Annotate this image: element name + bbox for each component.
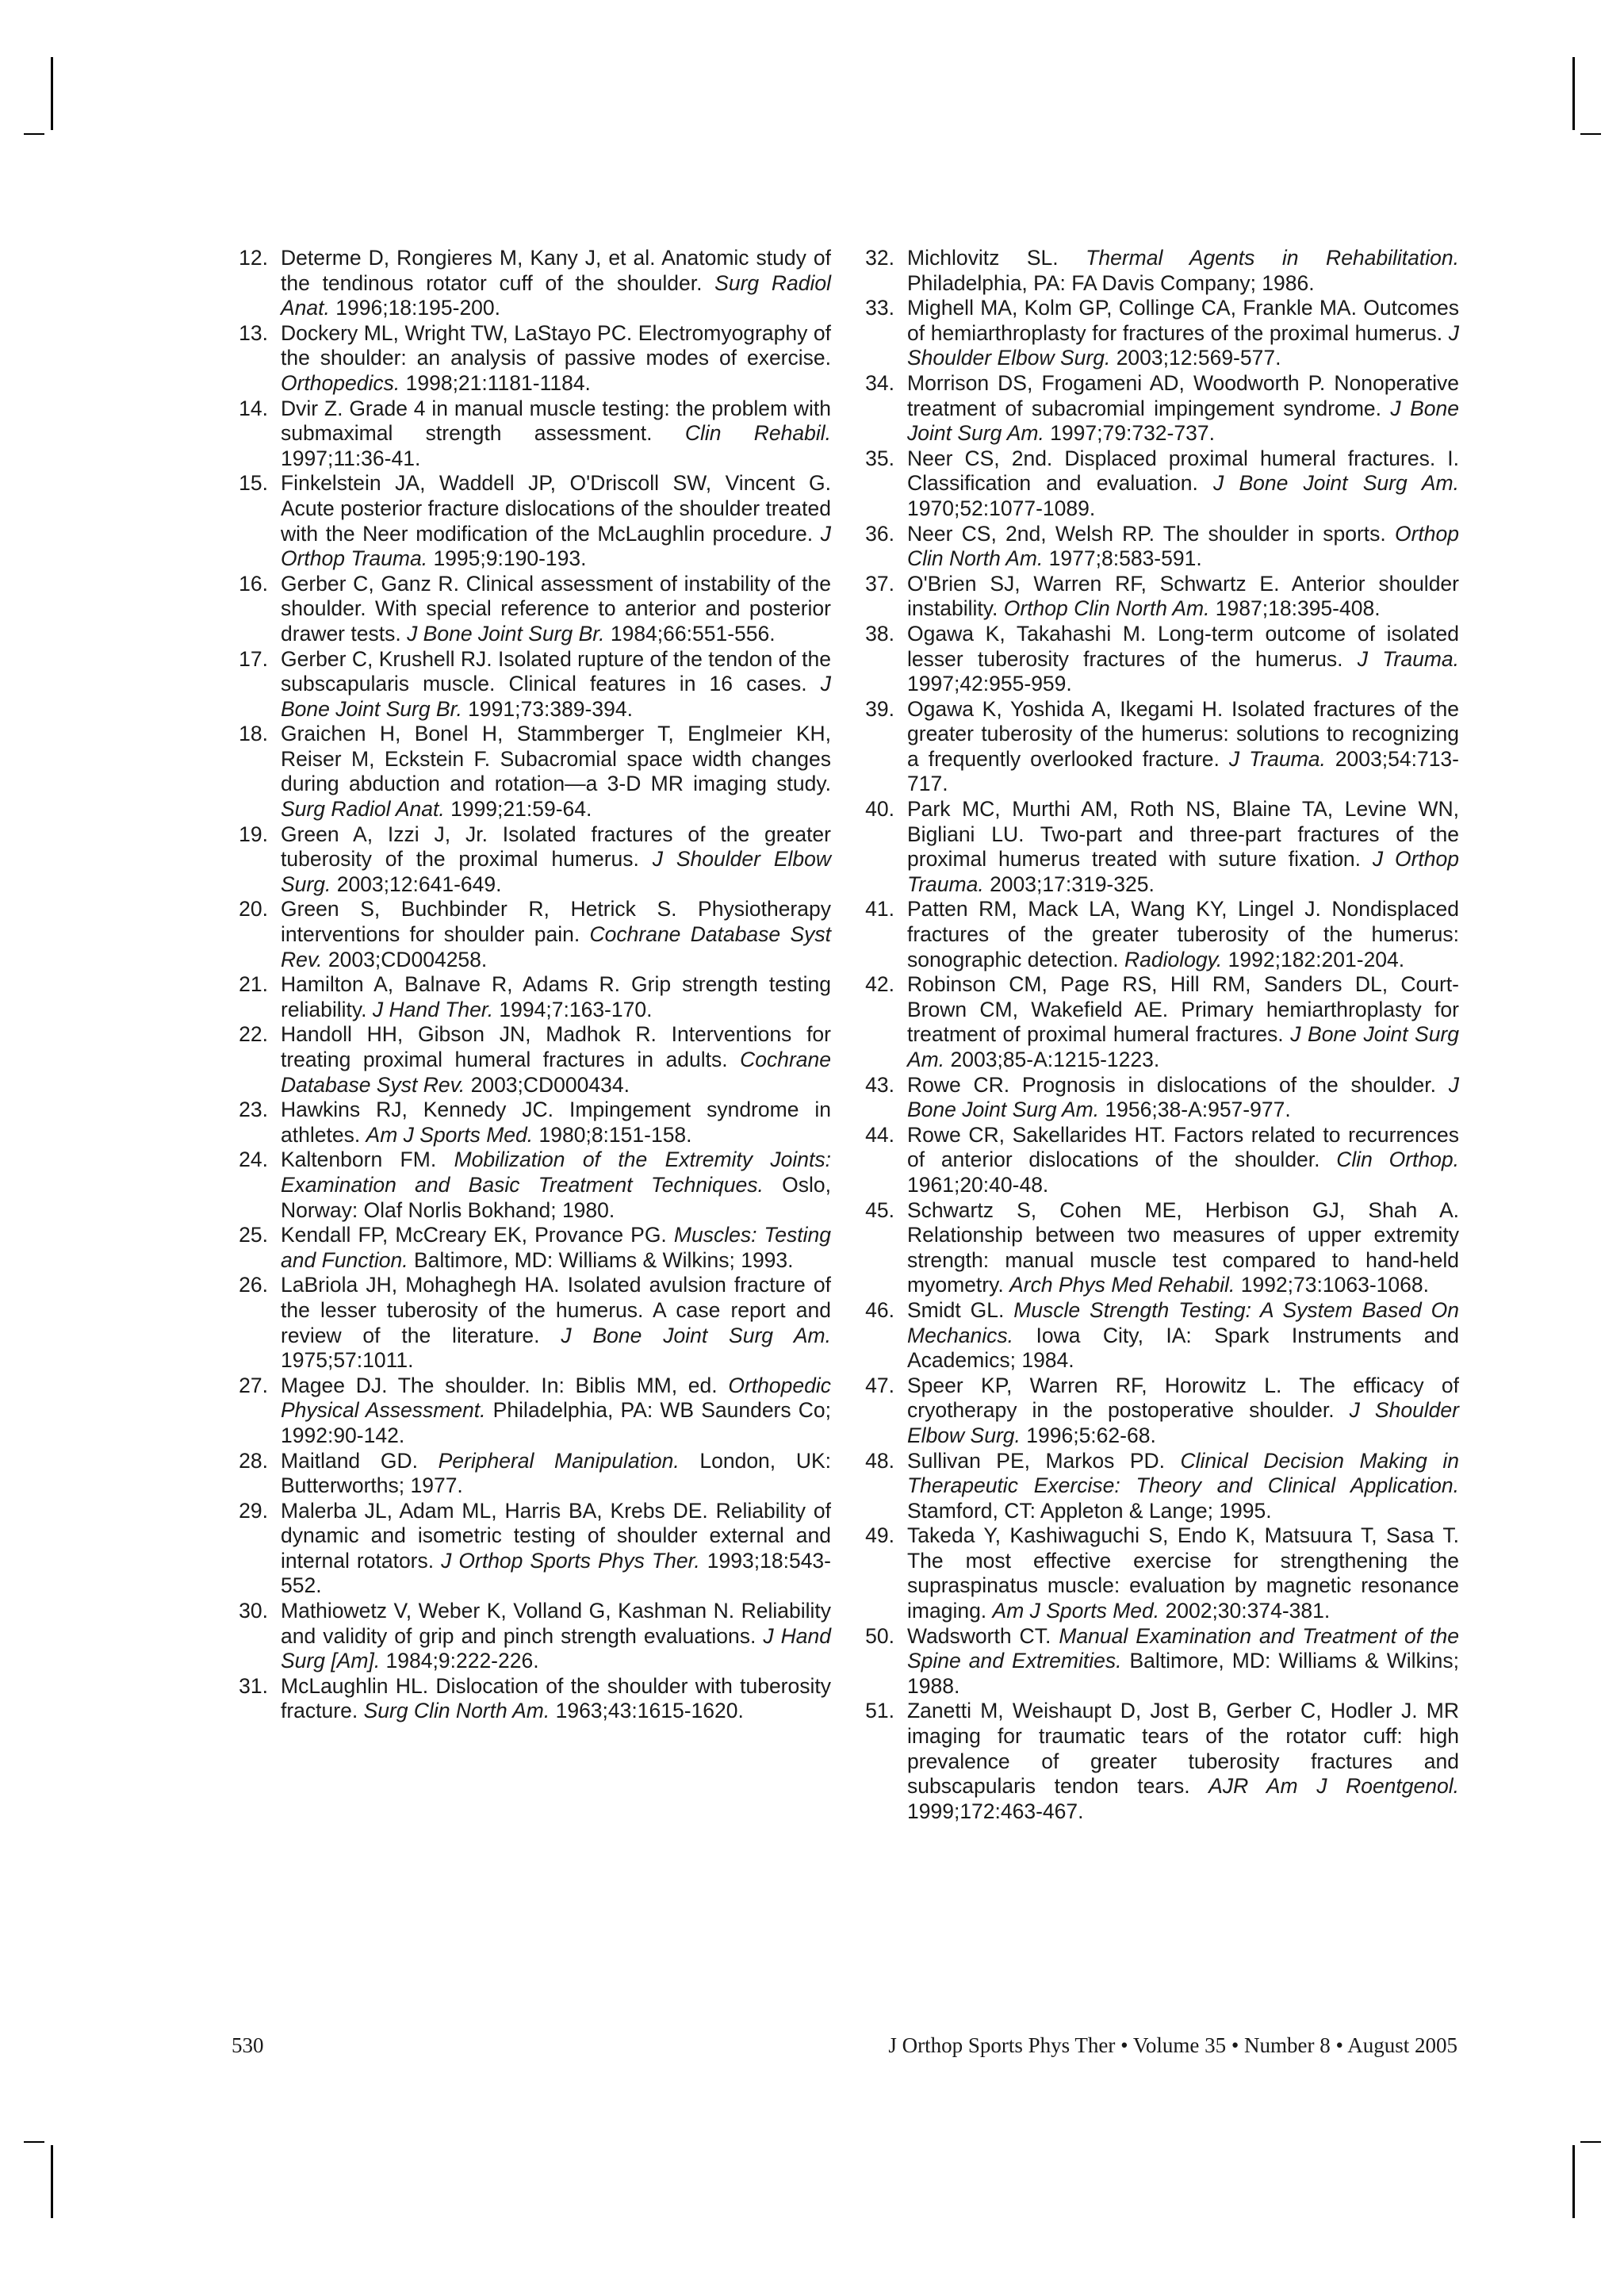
reference-text-segment: Stamford, CT: Appleton & Lange; 1995. bbox=[907, 1498, 1272, 1523]
reference-text-segment: Determe D, Rongieres M, Kany J, et al. Anatomic study of the tendinous rotator cuff of the shoulder. bbox=[281, 246, 831, 295]
reference-text-segment: 1970;52:1077-1089. bbox=[907, 496, 1096, 520]
reference-number: 20. bbox=[239, 897, 268, 922]
reference-text bbox=[281, 647, 831, 721]
reference-text-segment: Dockery ML, Wright TW, LaStayo PC. Electromyography of the shoulder: an analysis of passive modes of exercise. bbox=[281, 320, 831, 370]
reference-item bbox=[861, 572, 1459, 622]
reference-text-segment: 1997;42:955-959. bbox=[907, 672, 1072, 696]
reference-text-segment: Baltimore, MD: Williams & Wilkins; 1988. bbox=[907, 1649, 1459, 1698]
reference-source-title: Orthop Clin North Am. bbox=[1003, 596, 1210, 621]
reference-item bbox=[235, 1223, 831, 1273]
reference-source-title: Clin Rehabil. bbox=[684, 421, 831, 446]
reference-text bbox=[281, 1374, 831, 1447]
reference-text-segment: Morrison DS, Frogameni AD, Woodworth P. Nonoperative treatment of subacromial impingement syndrome. bbox=[907, 370, 1459, 420]
reference-item bbox=[235, 471, 831, 571]
reference-item bbox=[235, 1674, 831, 1724]
reference-item bbox=[235, 1022, 831, 1098]
reference-number: 12. bbox=[239, 246, 268, 270]
reference-item bbox=[235, 1148, 831, 1223]
reference-text-segment: Schwartz S, Cohen ME, Herbison GJ, Shah A. Relationship between two measures of upper extremity strength: manual muscle test compared to hand-held myometry. bbox=[907, 1197, 1459, 1297]
reference-item bbox=[235, 722, 831, 822]
reference-item bbox=[861, 972, 1459, 1072]
reference-text bbox=[281, 397, 831, 470]
reference-text bbox=[281, 1223, 831, 1272]
reference-item bbox=[235, 1374, 831, 1449]
reference-text-segment: Ogawa K, Yoshida A, Ikegami H. Isolated fractures of the greater tuberosity of the humerus: solutions to recognizing a frequently overlooked fracture. bbox=[907, 696, 1459, 771]
reference-text bbox=[281, 1098, 831, 1147]
reference-number: 17. bbox=[239, 646, 268, 671]
reference-text-segment: Baltimore, MD: Williams & Wilkins; 1993. bbox=[408, 1247, 794, 1272]
reference-number: 13. bbox=[239, 320, 268, 345]
reference-text-segment: Kaltenborn FM. bbox=[281, 1148, 454, 1172]
reference-text-segment: 2003;12:569-577. bbox=[1110, 346, 1281, 370]
reference-number: 49. bbox=[865, 1523, 894, 1548]
reference-source-title: J Trauma. bbox=[1228, 746, 1326, 771]
reference-number: 43. bbox=[865, 1072, 894, 1097]
reference-item bbox=[861, 522, 1459, 572]
reference-text-segment: Michlovitz SL. bbox=[907, 246, 1086, 270]
reference-number: 38. bbox=[865, 621, 894, 646]
reference-text-segment: 1999;21:59-64. bbox=[444, 797, 592, 822]
reference-text-segment: Mighell MA, Kolm GP, Collinge CA, Frankle MA. Outcomes of hemiarthroplasty for fractures of the proximal humerus. bbox=[907, 296, 1459, 345]
reference-text bbox=[907, 797, 1459, 896]
crop-mark-bottom-left-horizontal bbox=[24, 2141, 44, 2143]
reference-number: 16. bbox=[239, 571, 268, 596]
reference-number: 37. bbox=[865, 571, 894, 596]
reference-text-segment: London, UK: Butterworths; 1977. bbox=[281, 1448, 831, 1498]
reference-source-title: Peripheral Manipulation. bbox=[438, 1448, 680, 1473]
reference-item bbox=[861, 246, 1459, 296]
reference-text bbox=[907, 446, 1459, 520]
reference-number: 51. bbox=[865, 1699, 894, 1723]
reference-text-segment: Patten RM, Mack LA, Wang KY, Lingel J. Nondisplaced fractures of the greater tuberosity of the humerus: sonographic detection. bbox=[907, 897, 1459, 971]
reference-number: 14. bbox=[239, 396, 268, 420]
reference-text-segment: Finkelstein JA, Waddell JP, O'Driscoll SW, Vincent G. Acute posterior fracture dislocations of the shoulder treated with the Neer modification of the McLaughlin procedure. bbox=[281, 471, 831, 546]
reference-number: 28. bbox=[239, 1448, 268, 1473]
reference-text-segment: 1961;20:40-48. bbox=[907, 1172, 1049, 1197]
reference-text-segment: Green A, Izzi J, Jr. Isolated fractures of the greater tuberosity of the proximal humerus. bbox=[281, 822, 831, 872]
reference-text-segment: Philadelphia, PA: WB Saunders Co; 1992:90-142. bbox=[281, 1398, 831, 1447]
reference-text-segment: 1984;66:551-556. bbox=[604, 621, 776, 646]
page-number: 530 bbox=[232, 2033, 264, 2057]
reference-source-title: Thermal Agents in Rehabilitation. bbox=[1086, 246, 1459, 270]
reference-text-segment: 1980;8:151-158. bbox=[533, 1122, 692, 1147]
reference-number: 40. bbox=[865, 797, 894, 822]
crop-mark-top-right-horizontal bbox=[1580, 133, 1601, 135]
reference-number: 50. bbox=[865, 1623, 894, 1648]
reference-text-segment: 1999;172:463-467. bbox=[907, 1799, 1084, 1823]
reference-source-title: J Orthop Trauma. bbox=[281, 521, 831, 571]
reference-text-segment: 1997;11:36-41. bbox=[281, 446, 421, 470]
reference-source-title: Muscles: Testing and Function. bbox=[281, 1223, 831, 1272]
reference-text-segment: Gerber C, Krushell RJ. Isolated rupture of the tendon of the subscapularis muscle. Clinical features in 16 cases. bbox=[281, 646, 831, 696]
reference-text bbox=[907, 1699, 1459, 1822]
reference-item bbox=[861, 1298, 1459, 1374]
reference-text-segment: O'Brien SJ, Warren RF, Schwartz E. Anterior shoulder instability. bbox=[907, 571, 1459, 621]
reference-text-segment: 1984;9:222-226. bbox=[380, 1649, 539, 1673]
reference-text-segment: Magee DJ. The shoulder. In: Biblis MM, ed. bbox=[281, 1373, 729, 1397]
references-left-column bbox=[235, 246, 831, 1724]
reference-text-segment: Kendall FP, McCreary EK, Provance PG. bbox=[281, 1223, 674, 1247]
reference-source-title: J Hand Surg [Am]. bbox=[281, 1623, 831, 1673]
reference-number: 19. bbox=[239, 822, 268, 846]
reference-source-title: J Orthop Trauma. bbox=[907, 847, 1459, 896]
reference-source-title: J Bone Joint Surg Br. bbox=[407, 621, 605, 646]
crop-mark-bottom-right-vertical bbox=[1572, 2145, 1575, 2218]
reference-source-title: J Orthop Sports Phys Ther. bbox=[441, 1548, 700, 1573]
reference-text-segment: Philadelphia, PA: FA Davis Company; 1986. bbox=[907, 270, 1315, 295]
references-right-column bbox=[861, 246, 1459, 1824]
reference-number: 27. bbox=[239, 1373, 268, 1397]
reference-number: 26. bbox=[239, 1273, 268, 1297]
reference-text bbox=[907, 1298, 1459, 1372]
reference-number: 36. bbox=[865, 521, 894, 546]
reference-item bbox=[861, 622, 1459, 697]
reference-source-title: Cochrane Database Syst Rev. bbox=[281, 922, 832, 971]
reference-text bbox=[907, 1624, 1459, 1698]
reference-text bbox=[907, 1198, 1459, 1297]
reference-item bbox=[235, 897, 831, 972]
reference-text-segment: Gerber C, Ganz R. Clinical assessment of instability of the shoulder. With special reference to anterior and posterior drawer tests. bbox=[281, 571, 831, 646]
reference-text-segment: Wadsworth CT. bbox=[907, 1623, 1059, 1648]
reference-item bbox=[235, 246, 831, 321]
reference-text-segment: 2002;30:374-381. bbox=[1159, 1599, 1331, 1623]
reference-source-title: Orthopedic Physical Assessment. bbox=[281, 1373, 831, 1423]
reference-text-segment: Dvir Z. Grade 4 in manual muscle testing: the problem with submaximal strength assessment. bbox=[281, 396, 831, 446]
reference-number: 33. bbox=[865, 296, 894, 320]
reference-text-segment: Handoll HH, Gibson JN, Madhok R. Interventions for treating proximal humeral fractures in adults. bbox=[281, 1022, 831, 1071]
reference-source-title: Radiology. bbox=[1124, 947, 1223, 971]
reference-text bbox=[281, 1449, 831, 1498]
reference-text bbox=[281, 897, 831, 971]
reference-text-segment: Takeda Y, Kashiwaguchi S, Endo K, Matsuura T, Sasa T. The most effective exercise for strengthening the supraspinatus muscle: evaluation by magnetic resonance imaging. bbox=[907, 1523, 1459, 1623]
reference-number: 31. bbox=[239, 1673, 268, 1698]
reference-text bbox=[281, 1599, 831, 1673]
reference-text-segment: 1977;8:583-591. bbox=[1043, 546, 1202, 571]
reference-item bbox=[861, 697, 1459, 797]
reference-text bbox=[281, 572, 831, 646]
reference-text-segment: 2003;CD004258. bbox=[322, 947, 488, 971]
reference-text bbox=[907, 897, 1459, 971]
crop-mark-top-left-horizontal bbox=[24, 133, 44, 135]
reference-text bbox=[281, 246, 831, 320]
reference-text-segment: 2003;CD000434. bbox=[465, 1072, 630, 1097]
reference-number: 48. bbox=[865, 1448, 894, 1473]
reference-text bbox=[281, 1022, 831, 1096]
reference-source-title: J Bone Joint Surg Br. bbox=[281, 672, 831, 721]
reference-number: 29. bbox=[239, 1498, 268, 1523]
reference-source-title: AJR Am J Roentgenol. bbox=[1208, 1774, 1459, 1799]
reference-item bbox=[235, 1273, 831, 1373]
reference-text-segment: 2003;85-A:1215-1223. bbox=[944, 1048, 1160, 1071]
reference-item bbox=[861, 1523, 1459, 1623]
reference-text-segment: 1987;18:395-408. bbox=[1209, 596, 1381, 621]
reference-source-title: Surg Radiol Anat. bbox=[281, 270, 832, 320]
reference-text-segment: Hawkins RJ, Kennedy JC. Impingement syndrome in athletes. bbox=[281, 1098, 831, 1147]
reference-text-segment: Iowa City, IA: Spark Instruments and Academics; 1984. bbox=[907, 1323, 1459, 1373]
reference-item bbox=[861, 1073, 1459, 1123]
reference-item bbox=[861, 1624, 1459, 1699]
reference-source-title: Clinical Decision Making in Therapeutic Exercise: Theory and Clinical Application. bbox=[907, 1448, 1459, 1498]
reference-number: 47. bbox=[865, 1373, 894, 1397]
reference-text bbox=[281, 722, 831, 821]
reference-item bbox=[235, 397, 831, 472]
reference-text-segment: 1994;7:163-170. bbox=[493, 997, 653, 1021]
reference-text-segment: Ogawa K, Takahashi M. Long-term outcome of isolated lesser tuberosity fractures of the humerus. bbox=[907, 621, 1459, 671]
reference-number: 25. bbox=[239, 1223, 268, 1247]
crop-mark-bottom-right-horizontal bbox=[1580, 2141, 1601, 2143]
reference-text bbox=[907, 972, 1459, 1071]
reference-text-segment: 1991;73:389-394. bbox=[462, 696, 633, 721]
reference-item bbox=[235, 1499, 831, 1599]
reference-text bbox=[907, 371, 1459, 445]
reference-text-segment: 1993;18:543-552. bbox=[281, 1548, 831, 1598]
reference-source-title: J Shoulder Elbow Surg. bbox=[907, 320, 1459, 370]
reference-item bbox=[235, 321, 831, 397]
reference-source-title: J Bone Joint Surg Am. bbox=[907, 1072, 1459, 1122]
journal-citation-footer: J Orthop Sports Phys Ther • Volume 35 • Number 8 • August 2005 bbox=[888, 2033, 1457, 2057]
reference-item bbox=[235, 647, 831, 722]
reference-text-segment: Hamilton A, Balnave R, Adams R. Grip strength testing reliability. bbox=[281, 972, 831, 1021]
reference-number: 46. bbox=[865, 1297, 894, 1322]
reference-source-title: Muscle Strength Testing: A System Based On Mechanics. bbox=[907, 1297, 1459, 1347]
reference-text-segment: Neer CS, 2nd, Welsh RP. The shoulder in sports. bbox=[907, 521, 1395, 546]
reference-number: 34. bbox=[865, 370, 894, 395]
reference-text bbox=[281, 972, 831, 1021]
reference-text-segment: 1992;73:1063-1068. bbox=[1235, 1273, 1429, 1297]
reference-text-segment: Zanetti M, Weishaupt D, Jost B, Gerber C, Hodler J. MR imaging for traumatic tears of the rotator cuff: high prevalence of greater tuberosity fractures and subscapularis tendon tears. bbox=[907, 1699, 1459, 1799]
reference-text bbox=[281, 1273, 831, 1372]
reference-item bbox=[235, 972, 831, 1022]
reference-item bbox=[861, 1198, 1459, 1298]
reference-item bbox=[861, 797, 1459, 897]
reference-source-title: Manual Examination and Treatment of the Spine and Extremities. bbox=[907, 1623, 1459, 1673]
reference-item bbox=[861, 897, 1459, 972]
reference-number: 41. bbox=[865, 897, 894, 922]
reference-item bbox=[235, 1098, 831, 1148]
reference-text-segment: Rowe CR, Sakellarides HT. Factors related to recurrences of anterior dislocations of the shoulder. bbox=[907, 1122, 1459, 1172]
crop-mark-top-left-vertical bbox=[51, 57, 53, 130]
reference-text bbox=[907, 622, 1459, 695]
reference-text bbox=[907, 1073, 1459, 1122]
reference-text bbox=[907, 1449, 1459, 1523]
reference-source-title: J Hand Ther. bbox=[372, 997, 494, 1021]
reference-source-title: Orthop Clin North Am. bbox=[907, 521, 1459, 571]
reference-source-title: Am J Sports Med. bbox=[366, 1122, 534, 1147]
reference-text-segment: Rowe CR. Prognosis in dislocations of the shoulder. bbox=[907, 1072, 1449, 1097]
reference-text-segment: Neer CS, 2nd. Displaced proximal humeral fractures. I. Classification and evaluation. bbox=[907, 446, 1459, 496]
reference-text-segment: 2003;54:713-717. bbox=[907, 746, 1459, 796]
reference-text bbox=[907, 246, 1459, 295]
reference-text-segment: Green S, Buchbinder R, Hetrick S. Physiotherapy interventions for shoulder pain. bbox=[281, 897, 831, 947]
reference-text bbox=[281, 1499, 831, 1598]
reference-text bbox=[907, 1374, 1459, 1447]
reference-item bbox=[235, 1599, 831, 1674]
reference-text-segment: LaBriola JH, Mohaghegh HA. Isolated avulsion fracture of the lesser tuberosity of the humerus. A case report and review of the literature. bbox=[281, 1273, 831, 1347]
reference-text bbox=[907, 1123, 1459, 1197]
reference-text-segment: 1992;182:201-204. bbox=[1222, 947, 1405, 971]
reference-item bbox=[861, 1374, 1459, 1449]
reference-text-segment: Park MC, Murthi AM, Roth NS, Blaine TA, Levine WN, Bigliani LU. Two-part and three-part fractures of the proximal humerus treated with suture fixation. bbox=[907, 797, 1459, 872]
reference-text bbox=[281, 321, 831, 395]
reference-number: 35. bbox=[865, 446, 894, 470]
reference-source-title: Surg Radiol Anat. bbox=[281, 797, 445, 822]
reference-text-segment: McLaughlin HL. Dislocation of the shoulder with tuberosity fracture. bbox=[281, 1673, 831, 1723]
reference-source-title: J Bone Joint Surg Am. bbox=[907, 396, 1459, 446]
reference-text-segment: 1975;57:1011. bbox=[281, 1348, 414, 1373]
reference-number: 18. bbox=[239, 722, 268, 746]
reference-text bbox=[907, 522, 1459, 571]
crop-mark-top-right-vertical bbox=[1572, 57, 1575, 130]
reference-source-title: Surg Clin North Am. bbox=[363, 1699, 550, 1723]
reference-item bbox=[861, 1123, 1459, 1198]
reference-text-segment: 1996;18:195-200. bbox=[329, 296, 501, 320]
reference-number: 32. bbox=[865, 246, 894, 270]
reference-text-segment: 1996;5:62-68. bbox=[1020, 1423, 1156, 1447]
reference-source-title: J Shoulder Elbow Surg. bbox=[281, 847, 831, 896]
reference-text-segment: 1997;79:732-737. bbox=[1044, 421, 1215, 446]
reference-item bbox=[861, 296, 1459, 371]
reference-source-title: Clin Orthop. bbox=[1336, 1148, 1459, 1172]
reference-item bbox=[861, 446, 1459, 522]
reference-source-title: J Bone Joint Surg Am. bbox=[907, 1022, 1459, 1071]
reference-number: 23. bbox=[239, 1098, 268, 1122]
reference-text-segment: Sullivan PE, Markos PD. bbox=[907, 1448, 1181, 1473]
reference-text bbox=[281, 822, 831, 896]
reference-text-segment: Smidt GL. bbox=[907, 1297, 1014, 1322]
reference-text-segment: Maitland GD. bbox=[281, 1448, 439, 1473]
reference-text-segment: 1963;43:1615-1620. bbox=[550, 1699, 744, 1723]
reference-text-segment: Graichen H, Bonel H, Stammberger T, Englmeier KH, Reiser M, Eckstein F. Subacromial space width changes during abduction and rotation—a 3-D MR imaging study. bbox=[281, 722, 831, 796]
reference-source-title: J Bone Joint Surg Am. bbox=[561, 1323, 831, 1347]
reference-text bbox=[907, 1523, 1459, 1623]
reference-source-title: Cochrane Database Syst Rev. bbox=[281, 1048, 831, 1097]
reference-number: 15. bbox=[239, 471, 268, 496]
reference-text bbox=[281, 1148, 831, 1221]
reference-number: 24. bbox=[239, 1148, 268, 1172]
reference-number: 44. bbox=[865, 1122, 894, 1147]
reference-number: 39. bbox=[865, 696, 894, 721]
reference-text-segment: Malerba JL, Adam ML, Harris BA, Krebs DE. Reliability of dynamic and isometric testing of shoulder external and internal rotators. bbox=[281, 1498, 831, 1573]
reference-source-title: Arch Phys Med Rehabil. bbox=[1009, 1273, 1235, 1297]
reference-item bbox=[235, 822, 831, 898]
reference-text-segment: 2003;12:641-649. bbox=[331, 872, 502, 896]
reference-text-segment: Mathiowetz V, Weber K, Volland G, Kashman N. Reliability and validity of grip and pinch strength evaluations. bbox=[281, 1599, 831, 1648]
reference-text-segment: Oslo, Norway: Olaf Norlis Bokhand; 1980. bbox=[281, 1172, 831, 1222]
reference-text bbox=[281, 471, 831, 570]
reference-source-title: J Bone Joint Surg Am. bbox=[1213, 471, 1459, 496]
reference-text bbox=[281, 1674, 831, 1723]
reference-source-title: J Trauma. bbox=[1357, 646, 1459, 671]
reference-text-segment: 1998;21:1181-1184. bbox=[400, 370, 591, 395]
reference-number: 45. bbox=[865, 1197, 894, 1222]
reference-item bbox=[861, 1699, 1459, 1824]
reference-number: 21. bbox=[239, 972, 268, 997]
reference-text-segment: 2003;17:319-325. bbox=[983, 872, 1155, 896]
reference-item bbox=[861, 1449, 1459, 1524]
reference-item bbox=[235, 1449, 831, 1499]
reference-item bbox=[861, 371, 1459, 446]
reference-number: 30. bbox=[239, 1599, 268, 1623]
reference-text-segment: Robinson CM, Page RS, Hill RM, Sanders DL, Court-Brown CM, Wakefield AE. Primary hemiarthroplasty for treatment of proximal humeral fractures. bbox=[907, 972, 1459, 1047]
reference-text-segment: 1956;38-A:957-977. bbox=[1099, 1098, 1291, 1122]
reference-text-segment: Speer KP, Warren RF, Horowitz L. The efficacy of cryotherapy in the postoperative shoulder. bbox=[907, 1373, 1459, 1423]
reference-text bbox=[907, 697, 1459, 796]
reference-source-title: Orthopedics. bbox=[281, 370, 400, 395]
reference-source-title: Mobilization of the Extremity Joints: Examination and Basic Treatment Techniques. bbox=[281, 1148, 831, 1197]
crop-mark-bottom-left-vertical bbox=[51, 2145, 53, 2218]
reference-text bbox=[907, 296, 1459, 370]
reference-source-title: Am J Sports Med. bbox=[992, 1599, 1160, 1623]
reference-number: 42. bbox=[865, 972, 894, 997]
reference-item bbox=[235, 572, 831, 647]
reference-text-segment: 1995;9:190-193. bbox=[427, 546, 587, 571]
reference-source-title: J Shoulder Elbow Surg. bbox=[907, 1398, 1459, 1447]
reference-text bbox=[907, 572, 1459, 621]
reference-number: 22. bbox=[239, 1022, 268, 1047]
